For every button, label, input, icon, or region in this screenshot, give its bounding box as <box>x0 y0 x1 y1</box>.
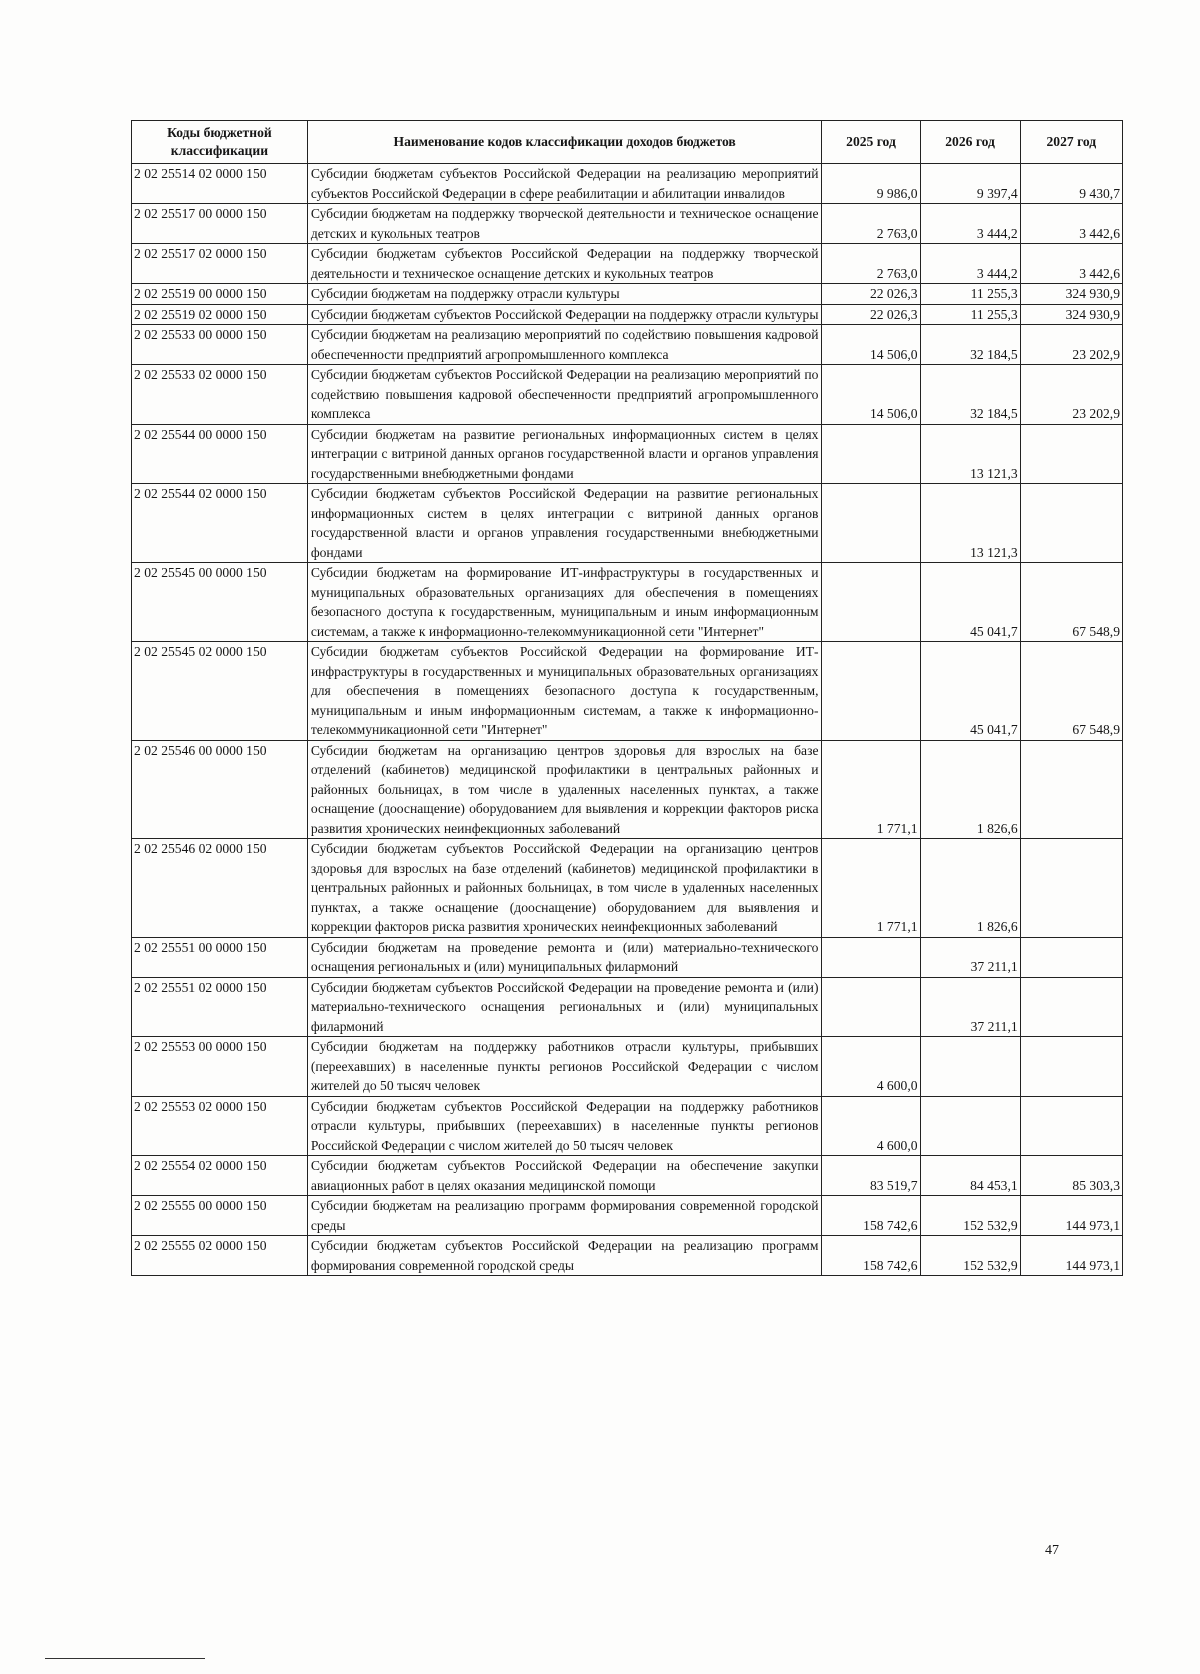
cell-2025 <box>822 424 920 484</box>
table-body <box>132 164 1123 1276</box>
cell-2025 <box>822 484 920 563</box>
cell-code: 2 02 25546 02 0000 150 <box>132 839 308 938</box>
cell-name: Субсидии бюджетам субъектов Российской Федерации на поддержку творческой деятельности и техническое оснащение детских и кукольных театров <box>307 244 822 284</box>
cell-2025: 14 506,0 <box>822 365 920 425</box>
table-row <box>132 424 1123 484</box>
cell-2027: 144 973,1 <box>1020 1196 1122 1236</box>
cell-name: Субсидии бюджетам на формирование ИТ-инфраструктуры в государственных и муниципальных образовательных организациях для обеспечения в помещениях безопасного доступа к государственным, муниципальным и иным информационным системам, а также к информационно-телекоммуникационной сети "Интернет" <box>307 563 822 642</box>
cell-2026: 45 041,7 <box>920 563 1020 642</box>
cell-name: Субсидии бюджетам субъектов Российской Федерации на реализацию мероприятий по содействию повышения кадровой обеспеченности предприятий агропромышленного комплекса <box>307 365 822 425</box>
cell-2026: 3 444,2 <box>920 204 1020 244</box>
cell-code: 2 02 25545 00 0000 150 <box>132 563 308 642</box>
cell-2025: 14 506,0 <box>822 325 920 365</box>
cell-code: 2 02 25544 00 0000 150 <box>132 424 308 484</box>
cell-2027: 324 930,9 <box>1020 284 1122 305</box>
cell-2025: 1 771,1 <box>822 839 920 938</box>
cell-2026: 13 121,3 <box>920 424 1020 484</box>
cell-name: Субсидии бюджетам субъектов Российской Федерации на проведение ремонта и (или) материально-технического оснащения региональных и (или) муниципальных филармоний <box>307 977 822 1037</box>
table-row <box>132 977 1123 1037</box>
cell-name: Субсидии бюджетам субъектов Российской Федерации на обеспечение закупки авиационных работ в целях оказания медицинской помощи <box>307 1156 822 1196</box>
cell-2025: 4 600,0 <box>822 1096 920 1156</box>
cell-code: 2 02 25555 02 0000 150 <box>132 1236 308 1276</box>
table-row <box>132 1096 1123 1156</box>
cell-2025 <box>822 563 920 642</box>
cell-2027: 3 442,6 <box>1020 244 1122 284</box>
cell-name: Субсидии бюджетам на поддержку отрасли культуры <box>307 284 822 305</box>
table-row <box>132 325 1123 365</box>
cell-2026: 1 826,6 <box>920 740 1020 839</box>
table-row <box>132 642 1123 741</box>
cell-name: Субсидии бюджетам субъектов Российской Федерации на реализацию программ формирования современной городской среды <box>307 1236 822 1276</box>
cell-2026: 3 444,2 <box>920 244 1020 284</box>
cell-code: 2 02 25517 02 0000 150 <box>132 244 308 284</box>
cell-code: 2 02 25533 02 0000 150 <box>132 365 308 425</box>
table-row <box>132 1037 1123 1097</box>
cell-2027 <box>1020 1037 1122 1097</box>
cell-2027: 85 303,3 <box>1020 1156 1122 1196</box>
cell-name: Субсидии бюджетам на реализацию мероприятий по содействию повышения кадровой обеспеченности предприятий агропромышленного комплекса <box>307 325 822 365</box>
table-row <box>132 204 1123 244</box>
table-row <box>132 484 1123 563</box>
cell-name: Субсидии бюджетам субъектов Российской Федерации на организацию центров здоровья для взрослых на базе отделений (кабинетов) медицинской профилактики в центральных районных и районных больницах, в том числе в удаленных населенных пунктах, а также оснащение (дооснащение) оборудованием для выявления и коррекции факторов риска развития хронических неинфекционных заболеваний <box>307 839 822 938</box>
cell-2025: 4 600,0 <box>822 1037 920 1097</box>
cell-2027: 67 548,9 <box>1020 563 1122 642</box>
cell-name: Субсидии бюджетам на реализацию программ формирования современной городской среды <box>307 1196 822 1236</box>
cell-code: 2 02 25545 02 0000 150 <box>132 642 308 741</box>
cell-2026: 37 211,1 <box>920 977 1020 1037</box>
cell-2027 <box>1020 977 1122 1037</box>
table-row <box>132 284 1123 305</box>
table-row <box>132 563 1123 642</box>
cell-2025: 158 742,6 <box>822 1236 920 1276</box>
cell-2025: 158 742,6 <box>822 1196 920 1236</box>
cell-name: Субсидии бюджетам субъектов Российской Федерации на реализацию мероприятий субъектов Российской Федерации в сфере реабилитации и абилитации инвалидов <box>307 164 822 204</box>
table-header <box>132 121 1123 164</box>
cell-name: Субсидии бюджетам на поддержку творческой деятельности и техническое оснащение детских и кукольных театров <box>307 204 822 244</box>
cell-name: Субсидии бюджетам субъектов Российской Федерации на поддержку отрасли культуры <box>307 304 822 325</box>
cell-2025 <box>822 977 920 1037</box>
header-2027: 2027 год <box>1020 121 1122 164</box>
cell-2027 <box>1020 1096 1122 1156</box>
table-row <box>132 164 1123 204</box>
cell-2026: 45 041,7 <box>920 642 1020 741</box>
cell-2026: 11 255,3 <box>920 304 1020 325</box>
cell-2026: 152 532,9 <box>920 1236 1020 1276</box>
cell-2026: 32 184,5 <box>920 365 1020 425</box>
cell-2027 <box>1020 740 1122 839</box>
cell-2027: 324 930,9 <box>1020 304 1122 325</box>
cell-2027: 3 442,6 <box>1020 204 1122 244</box>
cell-2026: 11 255,3 <box>920 284 1020 305</box>
budget-revenue-table <box>131 120 1123 1276</box>
page-number: 47 <box>1045 1543 1059 1558</box>
cell-name: Субсидии бюджетам на развитие региональных информационных систем в целях интеграции с витриной данных органов государственной власти и органов управления государственными внебюджетными фондами <box>307 424 822 484</box>
cell-name: Субсидии бюджетам субъектов Российской Федерации на формирование ИТ-инфраструктуры в государственных и муниципальных образовательных организациях для обеспечения в помещениях безопасного доступа к государственным, муниципальным и иным информационным системам, а также к информационно-телекоммуникационной сети "Интернет" <box>307 642 822 741</box>
cell-2025: 2 763,0 <box>822 244 920 284</box>
cell-2026: 84 453,1 <box>920 1156 1020 1196</box>
cell-2025: 1 771,1 <box>822 740 920 839</box>
cell-2026: 9 397,4 <box>920 164 1020 204</box>
table-row <box>132 1156 1123 1196</box>
cell-code: 2 02 25514 02 0000 150 <box>132 164 308 204</box>
header-2026: 2026 год <box>920 121 1020 164</box>
cell-2026: 37 211,1 <box>920 937 1020 977</box>
table-row <box>132 839 1123 938</box>
cell-name: Субсидии бюджетам субъектов Российской Федерации на поддержку работников отрасли культуры, прибывших (переехавших) в населенные пункты регионов Российской Федерации с числом жителей до 50 тысяч человек <box>307 1096 822 1156</box>
table-row <box>132 1196 1123 1236</box>
cell-2025 <box>822 937 920 977</box>
table-row <box>132 937 1123 977</box>
cell-code: 2 02 25533 00 0000 150 <box>132 325 308 365</box>
cell-2027: 67 548,9 <box>1020 642 1122 741</box>
cell-name: Субсидии бюджетам на организацию центров здоровья для взрослых на базе отделений (кабинетов) медицинской профилактики в центральных районных и районных больницах, в том числе в удаленных населенных пунктах, а также оснащение (дооснащение) оборудованием для выявления и коррекции факторов риска развития хронических неинфекционных заболеваний <box>307 740 822 839</box>
table-row <box>132 365 1123 425</box>
header-name: Наименование кодов классификации доходов бюджетов <box>307 121 822 164</box>
cell-2025: 9 986,0 <box>822 164 920 204</box>
footer-rule <box>45 1658 205 1659</box>
cell-2026: 13 121,3 <box>920 484 1020 563</box>
cell-code: 2 02 25546 00 0000 150 <box>132 740 308 839</box>
header-2025: 2025 год <box>822 121 920 164</box>
cell-2026: 32 184,5 <box>920 325 1020 365</box>
cell-2027: 23 202,9 <box>1020 365 1122 425</box>
cell-name: Субсидии бюджетам на проведение ремонта и (или) материально-технического оснащения региональных и (или) муниципальных филармоний <box>307 937 822 977</box>
table-row <box>132 740 1123 839</box>
cell-2026: 152 532,9 <box>920 1196 1020 1236</box>
cell-2027: 9 430,7 <box>1020 164 1122 204</box>
cell-2025 <box>822 642 920 741</box>
cell-code: 2 02 25551 02 0000 150 <box>132 977 308 1037</box>
cell-code: 2 02 25554 02 0000 150 <box>132 1156 308 1196</box>
cell-2027: 23 202,9 <box>1020 325 1122 365</box>
cell-2026 <box>920 1096 1020 1156</box>
cell-code: 2 02 25551 00 0000 150 <box>132 937 308 977</box>
table-row <box>132 304 1123 325</box>
cell-name: Субсидии бюджетам на поддержку работников отрасли культуры, прибывших (переехавших) в населенные пункты регионов Российской Федерации с числом жителей до 50 тысяч человек <box>307 1037 822 1097</box>
cell-2025: 83 519,7 <box>822 1156 920 1196</box>
cell-2027 <box>1020 424 1122 484</box>
table-row <box>132 244 1123 284</box>
cell-2025: 2 763,0 <box>822 204 920 244</box>
cell-2026 <box>920 1037 1020 1097</box>
cell-2026: 1 826,6 <box>920 839 1020 938</box>
cell-2027: 144 973,1 <box>1020 1236 1122 1276</box>
cell-2025: 22 026,3 <box>822 284 920 305</box>
cell-code: 2 02 25517 00 0000 150 <box>132 204 308 244</box>
cell-2027 <box>1020 839 1122 938</box>
cell-code: 2 02 25519 00 0000 150 <box>132 284 308 305</box>
cell-2027 <box>1020 484 1122 563</box>
cell-code: 2 02 25553 00 0000 150 <box>132 1037 308 1097</box>
cell-name: Субсидии бюджетам субъектов Российской Федерации на развитие региональных информационных систем в целях интеграции с витриной данных органов государственной власти и органов управления государственными внебюджетными фондами <box>307 484 822 563</box>
cell-code: 2 02 25519 02 0000 150 <box>132 304 308 325</box>
cell-2025: 22 026,3 <box>822 304 920 325</box>
cell-2027 <box>1020 937 1122 977</box>
cell-code: 2 02 25555 00 0000 150 <box>132 1196 308 1236</box>
cell-code: 2 02 25553 02 0000 150 <box>132 1096 308 1156</box>
header-code: Коды бюджетной классификации <box>132 121 308 164</box>
header-row <box>132 121 1123 164</box>
cell-code: 2 02 25544 02 0000 150 <box>132 484 308 563</box>
table-row <box>132 1236 1123 1276</box>
